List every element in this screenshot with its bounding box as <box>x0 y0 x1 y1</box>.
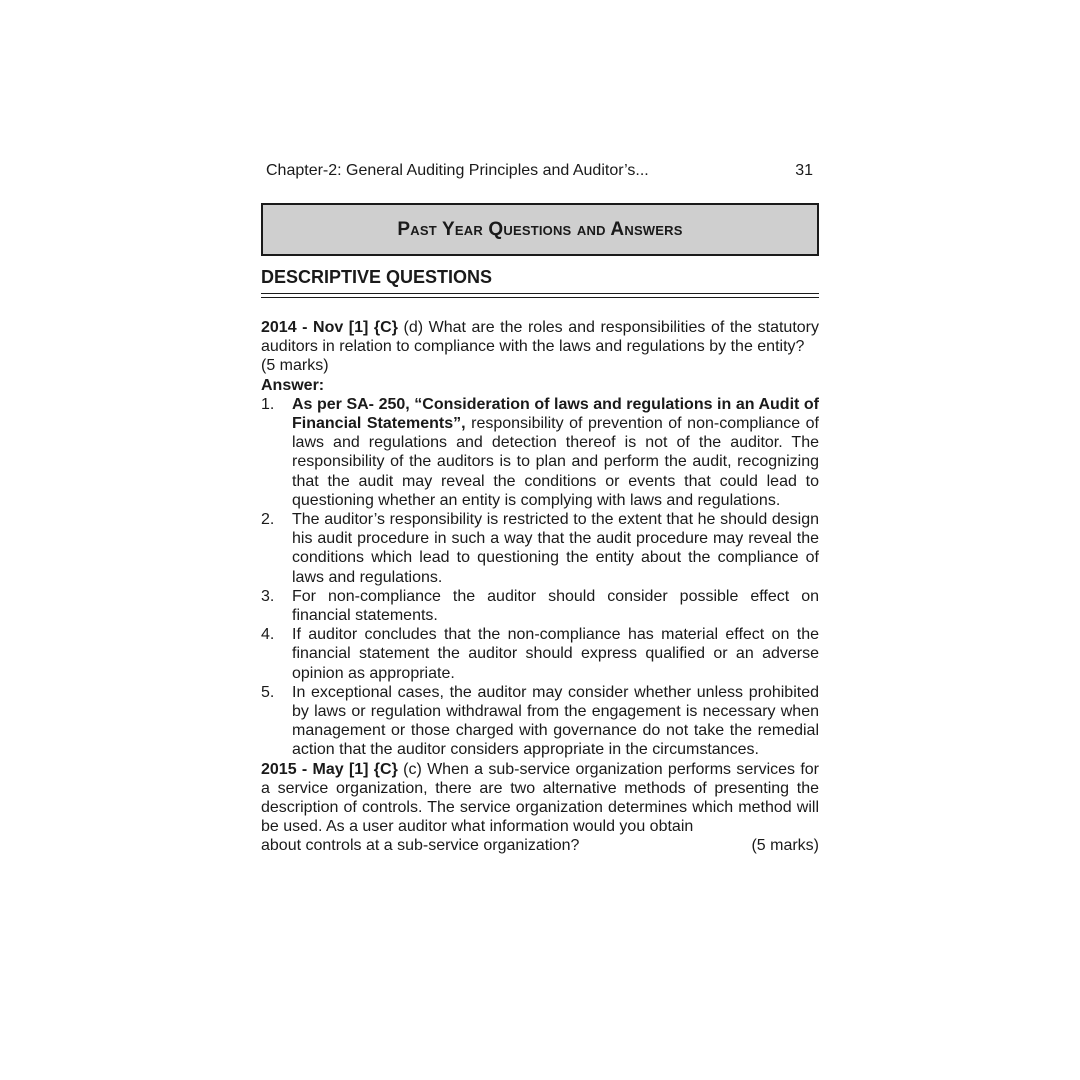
question-2-marks: (5 marks) <box>751 837 819 855</box>
running-header <box>266 161 813 181</box>
list-item-text <box>292 395 819 510</box>
answer-list <box>261 395 819 760</box>
list-item-number: 5. <box>261 683 275 701</box>
section-heading: DESCRIPTIVE QUESTIONS <box>261 267 493 287</box>
chapter-title: Chapter-2: General Auditing Principles and Auditor’s... <box>266 162 649 179</box>
list-item-body: responsibility of prevention of non-compliance of laws and regulations and detection thereof is not of the auditor. The responsibility of the auditors is to plan and perform the audit, recognizing that the audit may reveal the conditions or events that could lead to questioning whether an entity is complying with laws and regulations. <box>292 415 820 509</box>
list-item-number: 4. <box>261 626 275 644</box>
list-item-text: If auditor concludes that the non-compliance has material effect on the financial statement the auditor should express qualified or an adverse opinion as appropriate. <box>292 626 819 682</box>
list-item-text: For non-compliance the auditor should consider possible effect on financial statements. <box>292 587 819 625</box>
list-item <box>261 625 819 683</box>
list-item-bold-text: As per SA- 250, “Consideration of laws and regulations in an Audit of Financial Statements”, <box>292 395 819 433</box>
section-banner <box>261 203 819 256</box>
question-1-tag: 2014 - Nov [1] {C} <box>261 319 398 336</box>
body-text <box>261 318 819 856</box>
question-2-tag: 2015 - May [1] {C} <box>261 760 398 778</box>
list-item <box>261 683 819 760</box>
question-2-last-line <box>261 836 819 855</box>
question-2-text: (c) When a sub-service organization performs services for a service organization, there are two alternative methods of presenting the description of controls. The service organization determines which method will be used. As a user auditor what information would you obtain <box>261 760 820 836</box>
list-item-number: 2. <box>261 511 275 529</box>
list-item <box>261 587 819 625</box>
list-item-number: 3. <box>261 587 275 605</box>
question-2-text-end: about controls at a sub-service organization? <box>261 837 580 855</box>
list-item <box>261 510 819 587</box>
list-item-text: In exceptional cases, the auditor may consider whether unless prohibited by laws or regulation withdrawal from the engagement is necessary when management or those charged with governance do not take the remedial action that the auditor considers appropriate in the circumstances. <box>292 683 819 759</box>
question-1-text: (d) What are the roles and responsibilities of the statutory auditors in relation to compliance with the laws and regulations by the entity? <box>261 319 819 356</box>
heading-divider <box>261 293 819 298</box>
list-item <box>261 395 819 510</box>
banner-title: Past Year Questions and Answers <box>397 218 683 240</box>
question-2 <box>261 760 819 837</box>
answer-label: Answer: <box>261 376 325 394</box>
list-item-text: The auditor’s responsibility is restricted to the extent that he should design his audit procedure in such a way that the audit procedure may reveal the conditions which lead to questioning the entity about the compliance of laws and regulations. <box>292 511 819 586</box>
question-1 <box>261 318 819 356</box>
page-number: 31 <box>795 162 813 179</box>
list-item-number: 1. <box>261 395 275 413</box>
question-1-marks: (5 marks) <box>261 357 329 375</box>
